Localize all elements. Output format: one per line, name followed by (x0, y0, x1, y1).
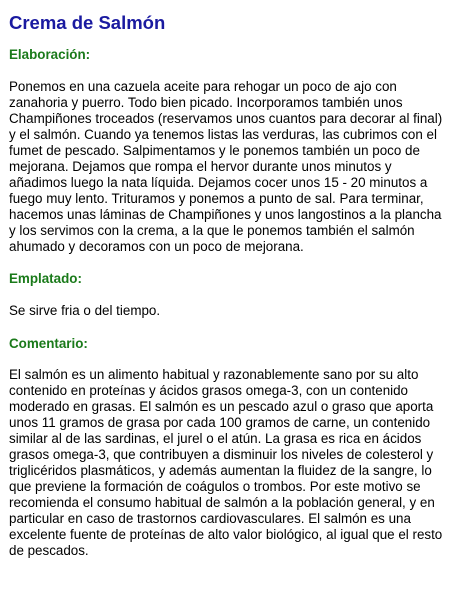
comentario-text: El salmón es un alimento habitual y razonablemente sano por su alto contenido en proteínas y ácidos grasos omega-3, con un contenido moderado en grasas. El salmón es un pescado azul o graso que aporta unos 11 gramos de grasa por cada 100 gramos de carne, un contenido similar al de las sardinas, el jurel o el atún. La grasa es rica en ácidos grasos omega-3, que contribuyen a disminuir los niveles de colesterol y triglicéridos plasmáticos, y además aumentan la fluidez de la sangre, lo que previene la formación de coágulos o trombos. Por este motivo se recomienda el consumo habitual de salmón a la población general, y en particular en caso de trastornos cardiovasculares. El salmón es una excelente fuente de proteínas de alto valor biológico, al igual que el resto de pescados. (9, 367, 443, 558)
comentario-heading: Comentario: (9, 336, 88, 351)
elaboracion-heading: Elaboración: (9, 47, 91, 62)
recipe-title: Crema de Salmón (9, 12, 166, 33)
emplatado-text: Se sirve fria o del tiempo. (9, 303, 161, 318)
elaboracion-text: Ponemos en una cazuela aceite para rehogar un poco de ajo con zanahoria y puerro. Todo bien picado. Incorporamos también unos Champiñones troceados (reservamos unos cuantos para decorar al final) y el salmón. Cuando ya tenemos listas las verduras, las cubrimos con el fumet de pescado. Salpimentamos y le ponemos también un poco de mejorana. Dejamos que rompa el hervor durante unos minutos y añadimos luego la nata líquida. Dejamos cocer unos 15 - 20 minutos a fuego muy lento. Trituramos y ponemos a punto de sal. Para terminar, hacemos unas láminas de Champiñones y unos langostinos a la plancha y los servimos con la crema, a la que le ponemos también el salmón ahumado y decoramos con un poco de mejorana. (9, 79, 443, 254)
emplatado-heading: Emplatado: (9, 271, 82, 286)
